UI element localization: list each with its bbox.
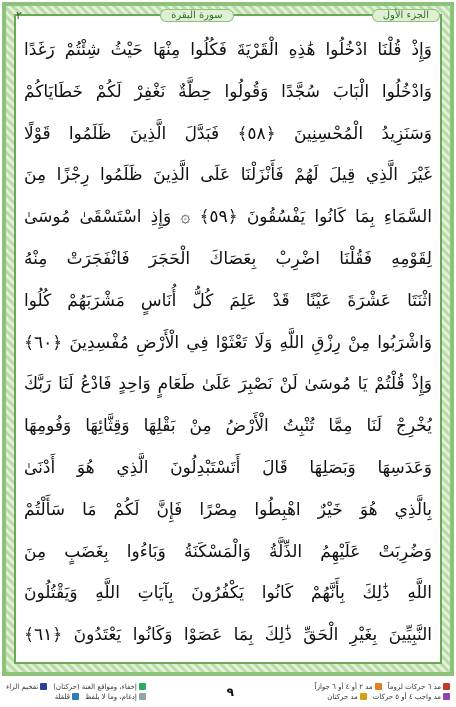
text-line: وَعَدَسِهَا وَبَصَلِهَا قَالَ أَتَسْتَبْدِلُونَ الَّذِي هُوَ أَدْنَىٰ xyxy=(24,457,432,478)
legend-label: قلقلة xyxy=(54,692,70,701)
legend-item xyxy=(6,683,47,691)
legend-label: مد ٢ أو ٤ أو ٦ جوازاً xyxy=(314,682,373,691)
legend-item xyxy=(85,693,146,701)
text-line: وَسَنَزِيدُ الْمُحْسِنِينَ ﴿٥٨﴾ فَبَدَّلَ الَّذِينَ ظَلَمُوا قَوْلًا xyxy=(24,123,432,144)
legend-item xyxy=(373,693,450,701)
text-line: السَّمَاءِ بِمَا كَانُوا يَفْسُقُونَ ﴿٥٩﴾ ۞ وَإِذِ اسْتَسْقَىٰ مُوسَىٰ xyxy=(24,207,432,228)
text-line: وَادْخُلُوا الْبَابَ سُجَّدًا وَقُولُوا حِطَّةٌ نَغْفِرْ لَكُمْ خَطَايَاكُمْ xyxy=(24,81,432,102)
legend-item xyxy=(55,693,79,701)
page-header xyxy=(16,6,440,24)
legend-swatch xyxy=(139,693,146,700)
legend-label: إخفاء، ومواقع الغنة (حركتان) xyxy=(53,682,137,691)
legend-item xyxy=(315,683,382,691)
legend-item xyxy=(388,683,450,691)
legend-swatch xyxy=(443,693,450,700)
text-line: يُخْرِجْ لَنَا مِمَّا تُنْبِتُ الْأَرْضُ مِنْ بَقْلِهَا وَقِثَّائِهَا وَفُومِهَا xyxy=(24,416,432,437)
surah-number: ٢ xyxy=(16,8,22,22)
legend-label: مد حركتان xyxy=(327,692,358,701)
tajweed-legend-right xyxy=(315,683,450,701)
text-line: بِالَّذِي هُوَ خَيْرٌ اهْبِطُوا مِصْرًا فَإِنَّ لَكُمْ مَا سَأَلْتُمْ xyxy=(24,499,432,520)
page-footer xyxy=(0,676,456,707)
text-line: اثْنَتَا عَشْرَةَ عَيْنًا قَدْ عَلِمَ كُلُّ أُنَاسٍ مَشْرَبَهُمْ كُلُوا xyxy=(24,290,432,311)
legend-label: مد واجب ٤ أو ٥ حركات xyxy=(372,692,441,701)
text-line: وَإِذْ قُلْتُمْ يَا مُوسَىٰ لَنْ نَصْبِرَ عَلَىٰ طَعَامٍ وَاحِدٍ فَادْعُ لَنَا رَبَّكَ xyxy=(24,374,432,395)
text-line: غَيْرَ الَّذِي قِيلَ لَهُمْ فَأَنْزَلْنَا عَلَى الَّذِينَ ظَلَمُوا رِجْزًا مِنَ xyxy=(24,165,432,186)
legend-label: تفخيم الراء xyxy=(6,682,39,691)
legend-swatch xyxy=(72,693,79,700)
legend-item xyxy=(327,693,367,701)
legend-item xyxy=(53,683,146,691)
juz-title: الجزء الأول xyxy=(372,9,440,22)
quran-text xyxy=(24,30,432,658)
text-line: وَضُرِبَتْ عَلَيْهِمُ الذِّلَّةُ وَالْمَسْكَنَةُ وَبَاءُوا بِغَضَبٍ مِنَ xyxy=(24,541,432,562)
text-line: اللَّهِ ذَٰلِكَ بِأَنَّهُمْ كَانُوا يَكْفُرُونَ بِآيَاتِ اللَّهِ وَيَقْتُلُونَ xyxy=(24,583,432,604)
text-line: لِقَوْمِهِ فَقُلْنَا اضْرِبْ بِعَصَاكَ الْحَجَرَ فَانْفَجَرَتْ مِنْهُ xyxy=(24,248,432,269)
legend-swatch xyxy=(40,683,47,690)
page-number: ٩ xyxy=(226,684,234,699)
tajweed-legend-left xyxy=(6,683,146,701)
legend-label: إدغام، وما لا يلفظ xyxy=(84,692,137,701)
text-line: النَّبِيِّينَ بِغَيْرِ الْحَقِّ ذَٰلِكَ بِمَا عَصَوْا وَكَانُوا يَعْتَدُونَ ﴿٦١﴾ xyxy=(24,625,432,646)
surah-title: سورة البقرة xyxy=(160,9,233,22)
text-line: وَاشْرَبُوا مِنْ رِزْقِ اللَّهِ وَلَا تَعْثَوْا فِي الْأَرْضِ مُفْسِدِينَ ﴿٦٠﴾ xyxy=(24,332,432,353)
legend-swatch xyxy=(360,693,367,700)
legend-swatch xyxy=(443,683,450,690)
legend-swatch xyxy=(139,683,146,690)
text-line: وَإِذْ قُلْنَا ادْخُلُوا هَٰذِهِ الْقَرْيَةَ فَكُلُوا مِنْهَا حَيْثُ شِئْتُمْ رَغَدًا xyxy=(24,40,432,60)
legend-swatch xyxy=(375,683,382,690)
legend-label: مد ٦ حركات لزوماً xyxy=(387,682,441,691)
